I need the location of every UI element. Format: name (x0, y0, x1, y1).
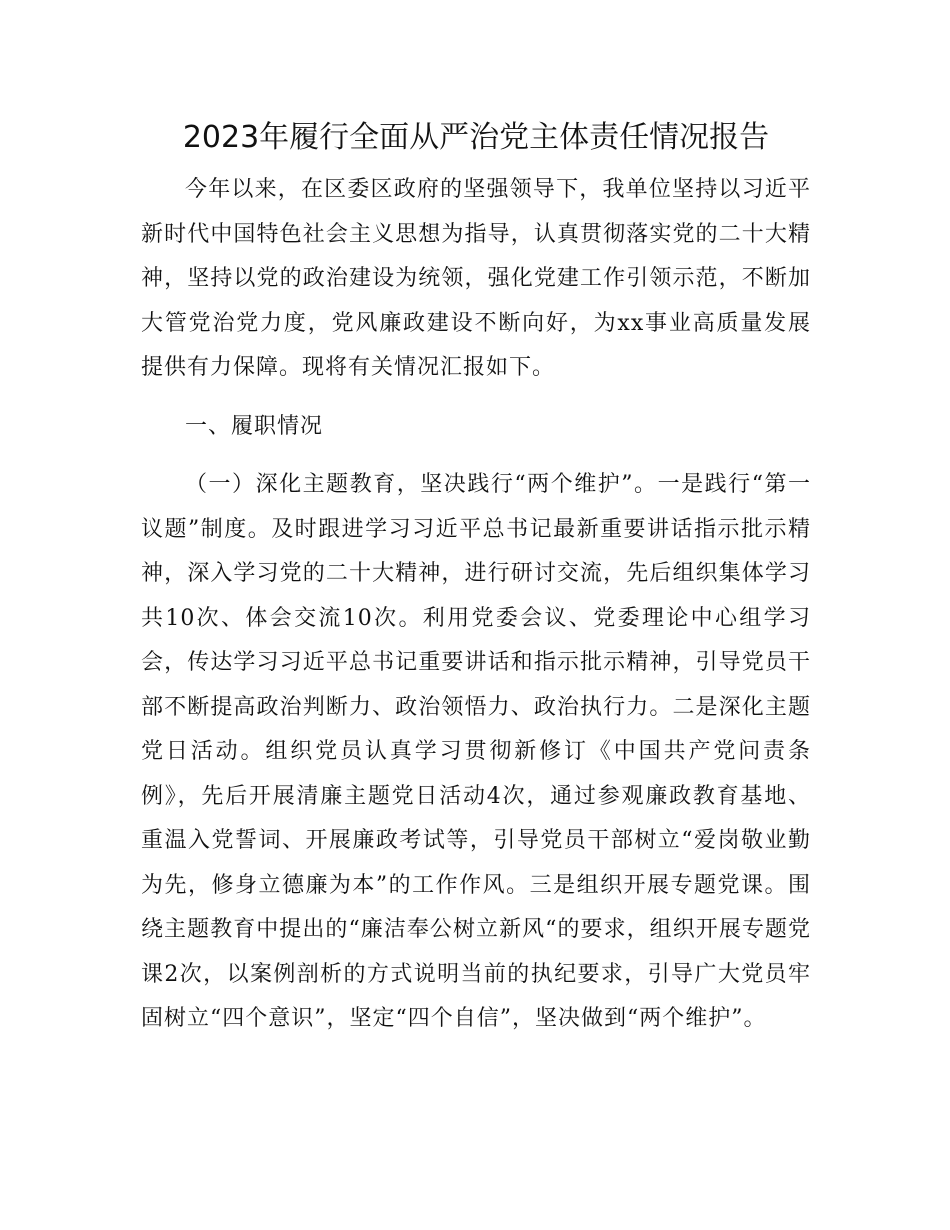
document-body (141, 108, 811, 1042)
paragraph-gap (141, 449, 811, 463)
intro-paragraph: 今年以来，在区委区政府的坚强领导下，我单位坚持以习近平新时代中国特色社会主义思想为指导，认真贯彻落实党的二十大精神，坚持以党的政治建设为统领，强化党建工作引领示范，不断加大管党治党力度，党风廉政建设不断向好，为xx事业高质量发展提供有力保障。现将有关情况汇报如下。 (141, 177, 811, 380)
document-title: 2023年履行全面从严治党主体责任情况报告 (182, 120, 770, 155)
section-heading: 一、履职情况 (185, 413, 324, 439)
section-paragraph: （一）深化主题教育，坚决践行“两个维护”。一是践行“第一议题”制度。及时跟进学习习近平总书记最新重要讲话指示批示精神，深入学习党的二十大精神，进行研讨交流，先后组织集体学习共10次、体会交流10次。利用党委会议、党委理论中心组学习会，传达学习习近平总书记重要讲话和指示批示精神，引导党员干部不断提高政治判断力、政治领悟力、政治执行力。二是深化主题党日活动。组织党员认真学习贯彻新修订《中国共产党问责条例》，先后开展清廉主题党日活动4次，通过参观廉政教育基地、重温入党誓词、开展廉政考试等，引导党员干部树立“爱岗敬业勤为先，修身立德廉为本”的工作作风。三是组织开展专题党课。围绕主题教育中提出的“廉洁奉公树立新风“的要求，组织开展专题党课2次，以案例剖析的方式说明当前的执纪要求，引导广大党员牢固树立“四个意识”，坚定“四个自信”，坚决做到“两个维护”。 (141, 472, 811, 1031)
paragraph-gap (141, 391, 811, 405)
